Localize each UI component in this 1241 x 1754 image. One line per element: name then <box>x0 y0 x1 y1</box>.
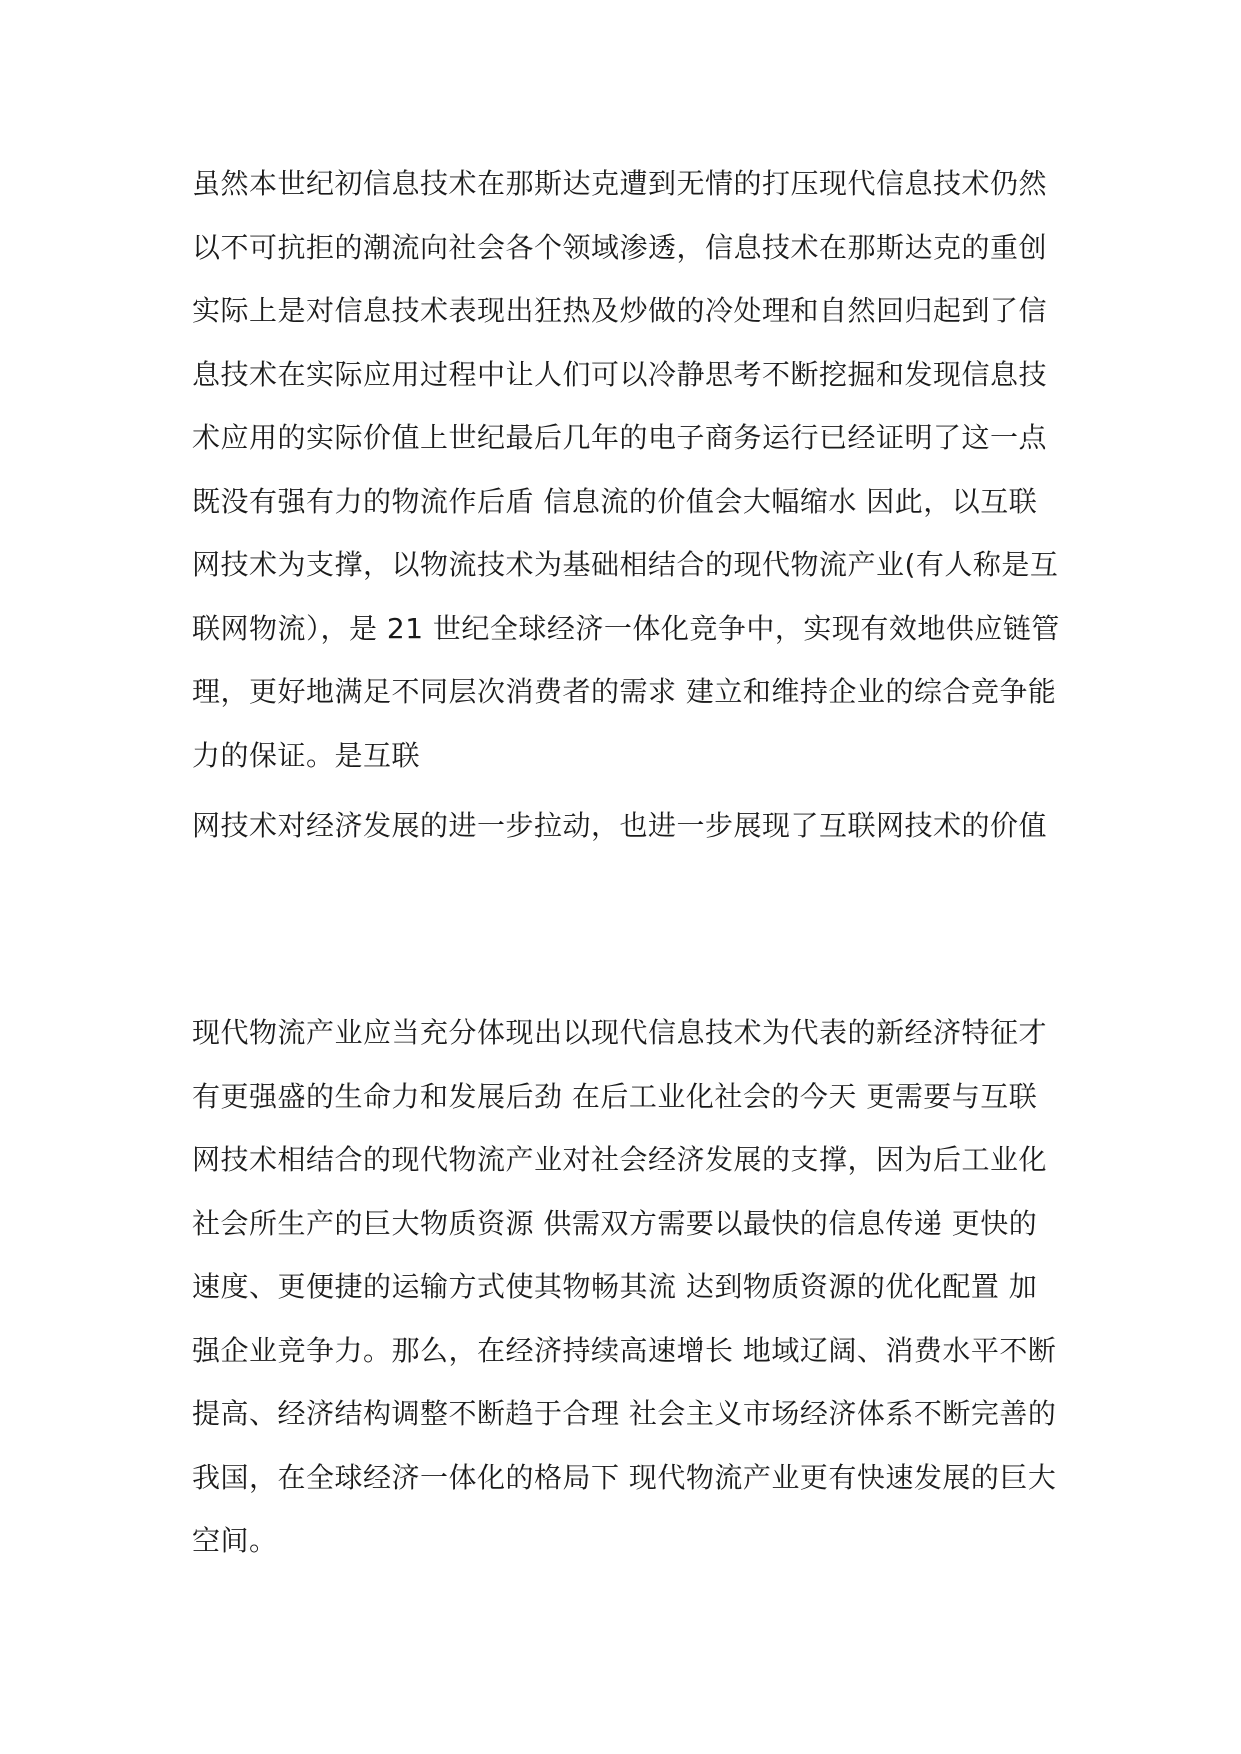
paragraph-line: 以不可抗拒的潮流向社会各个领域渗透，信息技术在那斯达克的重创 <box>192 230 1048 264</box>
paragraph-line: 速度、更便捷的运输方式使其物畅其流 达到物质资源的优化配置 加 <box>192 1270 1038 1303</box>
paragraph-line: 有更强盛的生命力和发展后劲 在后工业化社会的今天 更需要与互联 <box>192 1079 1038 1113</box>
paragraph-3 <box>192 1001 1072 1573</box>
paragraph-line: 联网物流），是 21 世纪全球经济一体化竞争中，实现有效地供应链管 <box>192 611 1060 645</box>
paragraph-line: 现代物流产业应当充分体现出以现代信息技术为代表的新经济特征才 <box>192 1016 1048 1049</box>
paragraph-line: 网技术为支撑，以物流技术为基础相结合的现代物流产业(有人称是互 <box>192 548 1059 581</box>
paragraph-line: 网技术对经济发展的进一步拉动，也进一步展现了互联网技术的价值 <box>192 809 1048 842</box>
paragraph-line: 理，更好地满足不同层次消费者的需求 建立和维持企业的综合竞争能 <box>192 675 1057 708</box>
paragraph-line: 既没有强有力的物流作后盾 信息流的价值会大幅缩水 因此，以互联 <box>192 484 1038 518</box>
paragraph-line: 我国，在全球经济一体化的格局下 现代物流产业更有快速发展的巨大 <box>192 1460 1057 1494</box>
paragraph-line: 虽然本世纪初信息技术在那斯达克遭到无情的打压现代信息技术仍然 <box>192 167 1048 200</box>
paragraph-line: 网技术相结合的现代物流产业对社会经济发展的支撑，因为后工业化 <box>192 1143 1048 1176</box>
paragraph-line: 实际上是对信息技术表现出狂热及炒做的冷处理和自然回归起到了信 <box>192 294 1048 327</box>
paragraph-line: 社会所生产的巨大物质资源 供需双方需要以最快的信息传递 更快的 <box>192 1206 1038 1240</box>
paragraph-line: 息技术在实际应用过程中让人们可以冷静思考不断挖掘和发现信息技 <box>192 357 1048 391</box>
paragraph-line: 术应用的实际价值上世纪最后几年的电子商务运行已经证明了这一点 <box>192 421 1048 454</box>
paragraph-line: 力的保证。是互联 <box>192 738 421 772</box>
paragraph-line: 强企业竞争力。那么，在经济持续高速增长 地域辽阔、消费水平不断 <box>192 1333 1057 1367</box>
paragraph-line: 空间。 <box>192 1524 278 1557</box>
paragraph-2 <box>192 794 1072 858</box>
paragraph-1 <box>192 152 1072 787</box>
paragraph-line: 提高、经济结构调整不断趋于合理 社会主义市场经济体系不断完善的 <box>192 1397 1057 1430</box>
